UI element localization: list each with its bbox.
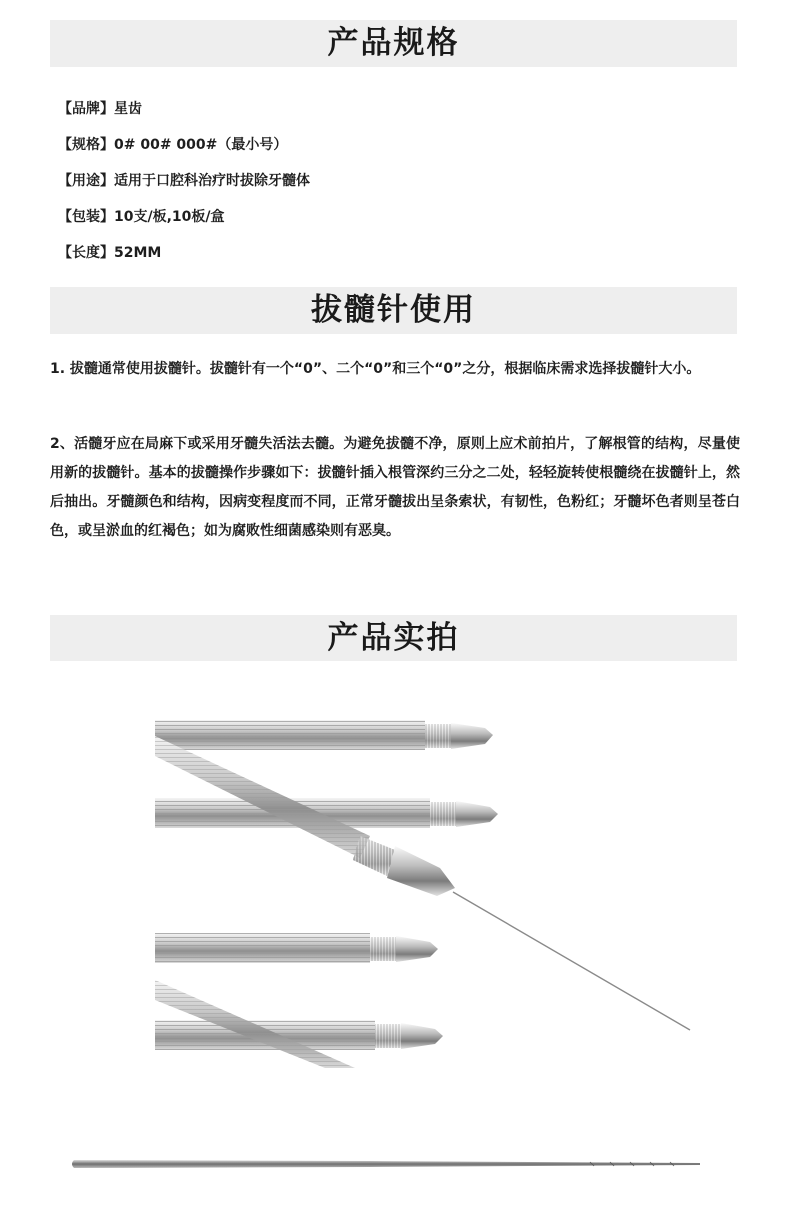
spec-length: 【长度】52MM (58, 245, 162, 261)
section-title-photos: 产品实拍 (50, 615, 737, 661)
spec-brand: 【品牌】星齿 (58, 101, 142, 117)
needle-handle-3 (155, 933, 438, 963)
product-photo (155, 718, 695, 1068)
section-title-usage: 拔髓针使用 (50, 287, 737, 334)
spec-size: 【规格】0# 00# 000#（最小号） (58, 137, 288, 153)
spec-packaging: 【包装】10支/板,10板/盒 (58, 209, 225, 225)
usage-paragraph-1: 1. 拔髓通常使用拔髓针。拔髓针有一个“0”、二个“0”和三个“0”之分，根据临床需求选择拔髓针大小。 (50, 361, 701, 377)
spec-usage: 【用途】适用于口腔科治疗时拔除牙髓体 (58, 173, 310, 189)
section-title-specs: 产品规格 (50, 20, 737, 67)
barbed-broach-closeup (70, 1150, 710, 1178)
usage-paragraph-2: 2、活髓牙应在局麻下或采用牙髓失活法去髓。为避免拔髓不净，原则上应术前拍片，了解根管的结构，尽量使用新的拔髓针。基本的拔髓操作步骤如下：拔髓针插入根管深约三分之二处，轻轻旋转使根髓绕在拔髓针上，然后抽出。牙髓颜色和结构，因病变程度而不同，正常牙髓拔出呈条索状，有韧性，色粉红；牙髓坏色者则呈苍白色，或呈淤血的红褐色；如为腐败性细菌感染则有恶臭。 (50, 436, 740, 539)
spec-list (58, 98, 310, 278)
needle-handle-1 (155, 720, 493, 750)
